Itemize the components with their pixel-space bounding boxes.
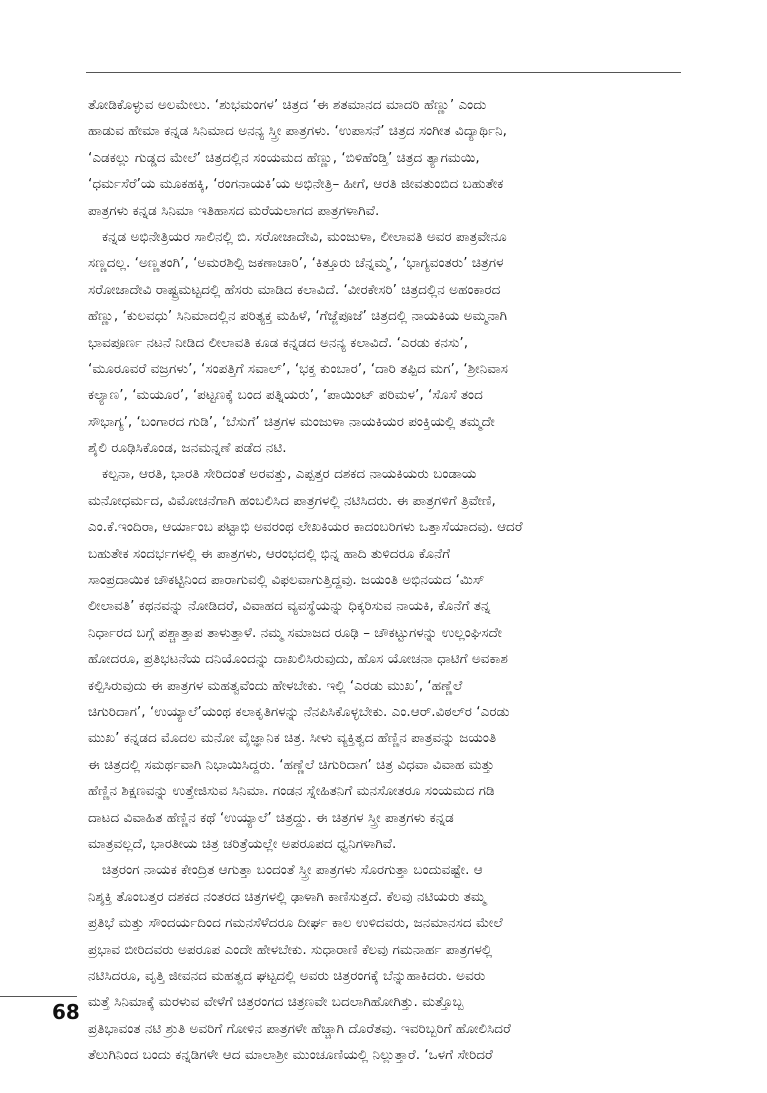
footer-rule — [0, 996, 77, 997]
text-line: ಹೆಣ್ಣಿನ ಶಿಕ್ಷಣವನ್ನು ಉತ್ತೇಜಿಸುವ ಸಿನಿಮಾ. ಗಂಡನ ಸ್ನೇಹಿತನಿಗೆ ಮನಸೋತರೂ ಸಂಯಮದ ಗಡಿ — [88, 783, 495, 800]
paragraph-start-line: ಚಿತ್ರರಂಗ ನಾಯಕ ಕೇಂದ್ರಿತ ಆಗುತ್ತಾ ಬಂದಂತೆ ಸ್ತ್ರೀ ಪಾತ್ರಗಳು ಸೊರಗುತ್ತಾ ಬಂದುವಷ್ಟೇ. ಆ — [102, 862, 483, 879]
text-line: ಸೌಭಾಗ್ಯ’, ‘ಬಂಗಾರದ ಗುಡಿ’, ‘ಬೆಸುಗೆ’ ಚಿತ್ರಗಳ ಮಂಜುಳಾ ನಾಯಕಿಯರ ಪಂಕ್ತಿಯಲ್ಲಿ ತಮ್ಮದೇ — [88, 413, 495, 430]
text-line: ನಟಿಸಿದರೂ, ವೃತ್ತಿ ಜೀವನದ ಮಹತ್ವದ ಘಟ್ಟದಲ್ಲಿ ಅವರು ಚಿತ್ರರಂಗಕ್ಕೆ ಬೆನ್ನುಹಾಕಿದರು. ಅವರು — [88, 967, 486, 984]
paragraph-start-line: ಕನ್ನಡ ಅಭಿನೇತ್ರಿಯರ ಸಾಲಿನಲ್ಲಿ ಬಿ. ಸರೋಜಾದೇವಿ, ಮಂಜುಳಾ, ಲೀಲಾವತಿ ಅವರ ಪಾತ್ರವೇನೂ — [102, 228, 507, 245]
text-line: ‘ಮೂರೂವರೆ ವಜ್ರಗಳು’, ‘ಸಂಪತ್ತಿಗೆ ಸವಾಲ್’, ‘ಭಕ್ತ ಕುಂಬಾರ’, ‘ದಾರಿ ತಪ್ಪಿದ ಮಗ’, ‘ಶ್ರೀನಿವಾಸ — [88, 360, 509, 377]
header-rule — [86, 72, 681, 73]
text-line: ಮನೋಧರ್ಮದ, ವಿಮೋಚನೆಗಾಗಿ ಹಂಬಲಿಸಿದ ಪಾತ್ರಗಳಲ್ಲಿ ನಟಿಸಿದರು. ಈ ಪಾತ್ರಗಳಿಗೆ ತ್ರಿವೇಣಿ, — [88, 492, 496, 509]
text-line: ಶೈಲಿ ರೂಢಿಸಿಕೊಂಡ, ಜನಮನ್ನಣೆ ಪಡೆದ ನಟಿ. — [88, 440, 287, 457]
text-line: ಚಿಗುರಿದಾಗ’, ‘ಉಯ್ಯಾಲೆ’ಯಂಥ ಕಲಾಕೃತಿಗಳನ್ನು ನೆನಪಿಸಿಕೊಳ್ಳಬೇಕು. ಎಂ.ಆರ್.ವಿಠಲ್‌ರ ‘ಎರಡು — [88, 703, 510, 720]
text-line: ಪ್ರತಿಭೆ ಮತ್ತು ಸೌಂದರ್ಯದಿಂದ ಗಮನಸೆಳೆದರೂ ದೀರ್ಘ ಕಾಲ ಉಳಿದವರು, ಜನಮಾನಸದ ಮೇಲೆ — [88, 915, 503, 932]
text-line: ಸಾಂಪ್ರದಾಯಿಕ ಚೌಕಟ್ಟಿನಿಂದ ಪಾರಾಗುವಲ್ಲಿ ವಿಫಲವಾಗುತ್ತಿದ್ದವು. ಜಯಂತಿ ಅಭಿನಯದ ‘ಮಿಸ್ — [88, 572, 485, 589]
text-line: ತೋಡಿಕೊಳ್ಳುವ ಅಲಮೇಲು. ‘ಶುಭಮಂಗಳ’ ಚಿತ್ರದ ‘ಈ ಶತಮಾನದ ಮಾದರಿ ಹೆಣ್ಣು’ ಎಂದು — [88, 97, 487, 113]
text-line: ಪ್ರತಿಭಾವಂತ ನಟಿ ಶ್ರುತಿ ಅವರಿಗೆ ಗೋಳಿನ ಪಾತ್ರಗಳೇ ಹೆಚ್ಚಾಗಿ ದೊರೆತವು. ಇವರಿಬ್ಬರಿಗೆ ಹೋಲಿಸಿದರೆ — [88, 1020, 511, 1037]
text-line: ಲೀಲಾವತಿ’ ಕಥನವನ್ನು ನೋಡಿದರೆ, ವಿವಾಹದ ವ್ಯವಸ್ಥೆಯನ್ನು ಧಿಕ್ಕರಿಸುವ ನಾಯಕಿ, ಕೊನೆಗೆ ತನ್ನ — [88, 598, 491, 615]
text-line: ಬಹುತೇಕ ಸಂದರ್ಭಗಳಲ್ಲಿ ಈ ಪಾತ್ರಗಳು, ಆರಂಭದಲ್ಲಿ ಭಿನ್ನ ಹಾದಿ ತುಳಿದರೂ ಕೊನೆಗೆ — [88, 545, 451, 562]
body-text — [88, 92, 682, 1068]
text-line: ದಾಟದ ವಿವಾಹಿತ ಹೆಣ್ಣಿನ ಕಥೆ ‘ಉಯ್ಯಾಲೆ’ ಚಿತ್ರದ್ದು. ಈ ಚಿತ್ರಗಳ ಸ್ತ್ರೀ ಪಾತ್ರಗಳು ಕನ್ನಡ — [88, 809, 454, 826]
text-line: ಸರೋಜಾದೇವಿ ರಾಷ್ಟ್ರಮಟ್ಟದಲ್ಲಿ ಹೆಸರು ಮಾಡಿದ ಕಲಾವಿದೆ. ‘ವೀರಕೇಸರಿ’ ಚಿತ್ರದಲ್ಲಿನ ಅಹಂಕಾರದ — [88, 281, 501, 298]
text-line: ಮಾತ್ರವಲ್ಲದೆ, ಭಾರತೀಯ ಚಿತ್ರ ಚರಿತ್ರೆಯಲ್ಲೇ ಅಪರೂಪದ ಧ್ವನಿಗಳಾಗಿವೆ. — [88, 835, 397, 852]
text-line: ಭಾವಪೂರ್ಣ ನಟನೆ ನೀಡಿದ ಲೀಲಾವತಿ ಕೂಡ ಕನ್ನಡದ ಅನನ್ಯ ಕಲಾವಿದೆ. ‘ಎರಡು ಕನಸು’, — [88, 334, 469, 351]
text-line: ಮತ್ತೆ ಸಿನಿಮಾಕ್ಕೆ ಮರಳುವ ವೇಳೆಗೆ ಚಿತ್ರರಂಗದ ಚಿತ್ರಣವೇ ಬದಲಾಗಿಹೋಗಿತ್ತು. ಮತ್ತೊಬ್ಬ — [88, 994, 464, 1011]
text-line: ‘ಧರ್ಮಸೆರೆ’ಯ ಮೂಕಹಕ್ಕಿ, ‘ರಂಗನಾಯಕಿ’ಯ ಅಭಿನೇತ್ರಿ– ಹೀಗೆ, ಆರತಿ ಜೀವತುಂಬಿದ ಬಹುತೇಕ — [88, 176, 504, 193]
text-line: ಎಂ.ಕೆ.ಇಂದಿರಾ, ಆರ್ಯಾಂಬ ಪಟ್ಟಾಭಿ ಅವರಂಥ ಲೇಖಕಿಯರ ಕಾದಂಬರಿಗಳು ಒತ್ತಾಸೆಯಾದವು. ಆದರೆ — [88, 519, 523, 536]
text-line: ಹೆಣ್ಣು, ‘ಕುಲವಧು’ ಸಿನಿಮಾದಲ್ಲಿನ ಪರಿತ್ಯಕ್ತ ಮಹಿಳೆ, ‘ಗೆಜ್ಜೆಪೂಜೆ’ ಚಿತ್ರದಲ್ಲಿ ನಾಯಕಿಯ ಅಮ್ಮನಾಗಿ — [88, 308, 508, 325]
text-line: ಹಾಡುವ ಹೇಮಾ ಕನ್ನಡ ಸಿನಿಮಾದ ಅನನ್ಯ ಸ್ತ್ರೀ ಪಾತ್ರಗಳು. ‘ಉಪಾಸನೆ’ ಚಿತ್ರದ ಸಂಗೀತ ವಿದ್ಯಾರ್ಥಿನಿ, — [88, 123, 507, 140]
text-line: ಸಣ್ಣದಲ್ಲ. ‘ಅಣ್ಣತಂಗಿ’, ‘ಅಮರಶಿಲ್ಪಿ ಜಕಣಾಚಾರಿ’, ‘ಕಿತ್ತೂರು ಚೆನ್ನಮ್ಮ’, ‘ಭಾಗ್ಯವಂತರು’ ಚಿತ್ರಗಳ — [88, 255, 504, 272]
text-line: ತೆಲುಗಿನಿಂದ ಬಂದು ಕನ್ನಡಿಗಳೇ ಆದ ಮಾಲಾಶ್ರೀ ಮುಂಚೂಣಿಯಲ್ಲಿ ನಿಲ್ಲುತ್ತಾರೆ. ‘ಒಳಗೆ ಸೇರಿದರೆ — [88, 1047, 493, 1064]
text-line: ಹೋದರೂ, ಪ್ರತಿಭಟನೆಯ ದನಿಯೊಂದನ್ನು ದಾಖಲಿಸಿರುವುದು, ಹೊಸ ಯೋಚನಾ ಧಾಟಿಗೆ ಅವಕಾಶ — [88, 651, 508, 668]
text-line: ‘ಎಡಕಲ್ಲು ಗುಡ್ಡದ ಮೇಲೆ’ ಚಿತ್ರದಲ್ಲಿನ ಸಂಯಮದ ಹೆಣ್ಣು, ‘ಬಿಳಿಹೆಂಡ್ತಿ’ ಚಿತ್ರದ ತ್ಯಾಗಮಯಿ, — [88, 149, 480, 166]
paragraph-start-line: ಕಲ್ಪನಾ, ಆರತಿ, ಭಾರತಿ ಸೇರಿದಂತೆ ಅರವತ್ತು, ಎಪ್ಪತ್ತರ ದಶಕದ ನಾಯಕಿಯರು ಬಂಡಾಯ — [102, 466, 477, 483]
text-line: ಕಲ್ಯಾಣ’, ‘ಮಯೂರ’, ‘ಪಟ್ಟಣಕ್ಕೆ ಬಂದ ಪತ್ನಿಯರು’, ‘ಪಾಯಿಂಟ್ ಪರಿಮಳ’, ‘ಸೊಸೆ ತಂದ — [88, 387, 483, 404]
text-line: ಪಾತ್ರಗಳು ಕನ್ನಡ ಸಿನಿಮಾ ಇತಿಹಾಸದ ಮರೆಯಲಾಗದ ಪಾತ್ರಗಳಾಗಿವೆ. — [88, 202, 380, 219]
page-number: 68 — [52, 1000, 80, 1024]
text-line: ನಿಶ್ಶಕ್ತಿ ತೊಂಬತ್ತರ ದಶಕದ ನಂತರದ ಚಿತ್ರಗಳಲ್ಲಿ ಢಾಳಾಗಿ ಕಾಣಿಸುತ್ತದೆ. ಕೆಲವು ನಟಿಯರು ತಮ್ಮ — [88, 888, 486, 905]
text-line: ಮುಖ’ ಕನ್ನಡದ ಮೊದಲ ಮನೋ ವೈಜ್ಞಾನಿಕ ಚಿತ್ರ. ಸೀಳು ವ್ಯಕ್ತಿತ್ವದ ಹೆಣ್ಣಿನ ಪಾತ್ರವನ್ನು ಜಯಂತಿ — [88, 730, 497, 747]
text-line: ನಿರ್ಧಾರದ ಬಗ್ಗೆ ಪಶ್ಚಾತ್ತಾಪ ತಾಳುತ್ತಾಳೆ. ನಮ್ಮ ಸಮಾಜದ ರೂಢಿ – ಚೌಕಟ್ಟುಗಳನ್ನು ಉಲ್ಲಂಘಿಸದೇ — [88, 624, 502, 641]
text-line: ಪ್ರಭಾವ ಬೀರಿದವರು ಅಪರೂಪ ಎಂದೇ ಹೇಳಬೇಕು. ಸುಧಾರಾಣಿ ಕೆಲವು ಗಮನಾರ್ಹ ಪಾತ್ರಗಳಲ್ಲಿ — [88, 941, 493, 958]
text-line: ಈ ಚಿತ್ರದಲ್ಲಿ ಸಮರ್ಥವಾಗಿ ನಿಭಾಯಿಸಿದ್ದರು. ‘ಹಣ್ಣೆಲೆ ಚಿಗುರಿದಾಗ’ ಚಿತ್ರ ವಿಧವಾ ವಿವಾಹ ಮತ್ತು — [88, 756, 495, 773]
text-line: ಕಲ್ಪಿಸಿರುವುದು ಈ ಪಾತ್ರಗಳ ಮಹತ್ವವೆಂದು ಹೇಳಬೇಕು. ಇಲ್ಲಿ ‘ಎರಡು ಮುಖ’, ‘ಹಣ್ಣೆಲೆ — [88, 677, 463, 694]
